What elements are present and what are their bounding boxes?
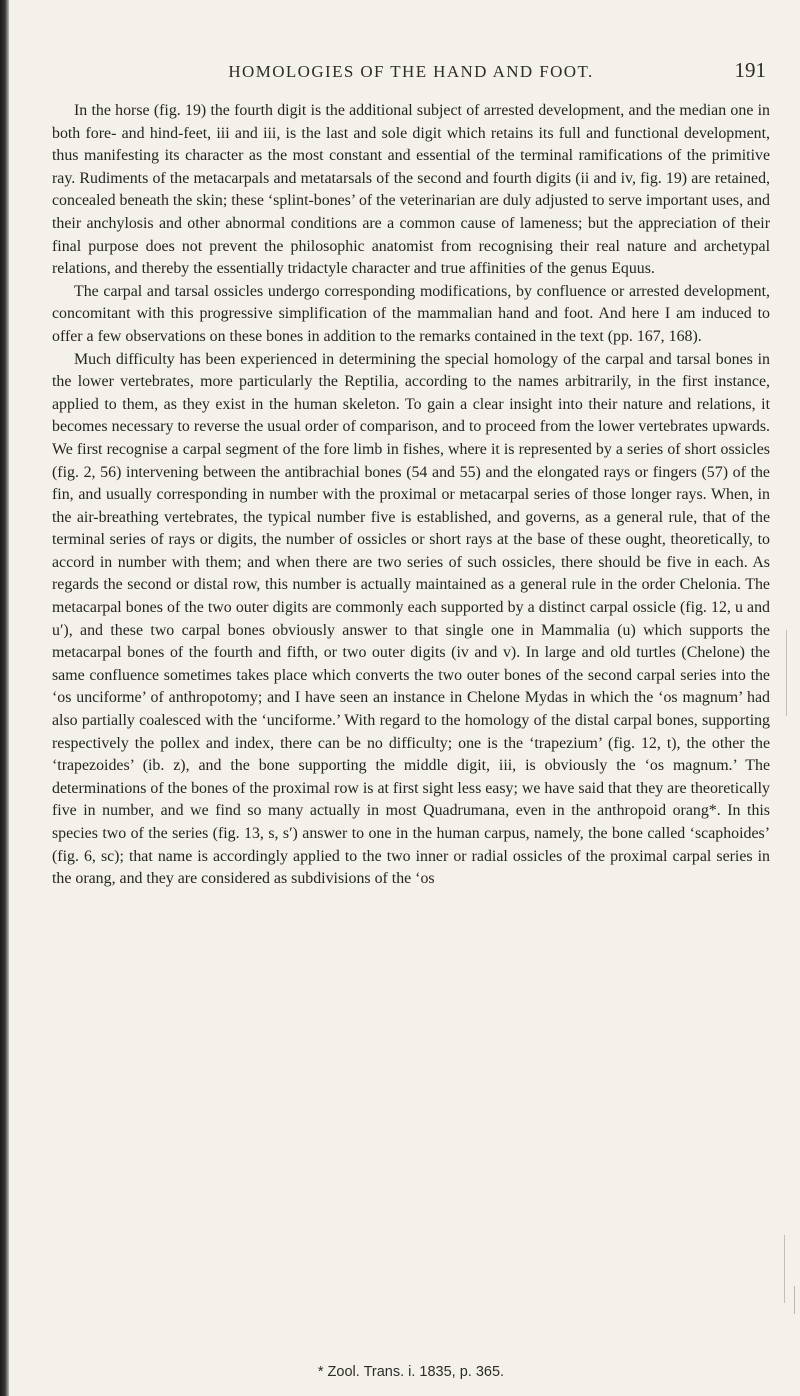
paragraph-homology: Much difficulty has been experienced in determining the special homology of the carpal and tarsal bones in the lower vertebrates, more particularly the Reptilia, according to the names arbitrarily, in the first instance, applied to them, as they exist in the human skeleton. To gain a clear insight into their nature and relations, it becomes necessary to reverse the usual order of comparison, and to proceed from the lower vertebrates upwards. We first recognise a carpal segment of the fore limb in fishes, where it is represented by a series of short ossicles (fig. 2, 56) intervening between the antibrachial bones (54 and 55) and the elongated rays or fingers (57) of the fin, and usually corresponding in number with the proximal or metacarpal series of those longer rays. When, in the air-breathing vertebrates, the typical number five is established, and governs, as a general rule, that of the terminal series of rays or digits, the number of ossicles or short rays at the base of these ought, theoretically, to accord in number with them; and when there are two series of such ossicles, there should be five in each. As regards the second or distal row, this number is actually maintained as a general rule in the order Chelonia. The metacarpal bones of the two outer digits are commonly each supported by a distinct carpal ossicle (fig. 12, u and u′), and these two carpal bones obviously answer to that single one in Mammalia (u) which supports the metacarpal bones of the fourth and fifth, or two outer digits (iv and v). In large and old turtles (Chelone) the same confluence sometimes takes place which converts the two outer bones of the second carpal series into the ‘os unciforme’ of anthropotomy; and I have seen an instance in Chelone Mydas in which the ‘os magnum’ had also partially coalesced with the ‘unciforme.’ With regard to the homology of the distal carpal bones, supporting respectively the pollex and index, there can be no difficulty; one is the ‘trapezium’ (fig. 12, t), the other the ‘trapezoides’ (ib. z), and the bone supporting the middle digit, iii, is obviously the ‘os magnum.’ The determinations of the bones of the proximal row is at first sight less easy; we have said that they are theoretically five in number, and we find so many actually in most Quadrumana, even in the anthropoid orang*. In this species two of the series (fig. 13, s, s′) answer to one in the human carpus, namely, the bone called ‘scaphoides’ (fig. 6, sc); that name is accordingly applied to the two inner or radial ossicles of the proximal carpal series in the orang, and they are considered as subdivisions of the ‘os <box>52 350 770 888</box>
book-page <box>52 0 770 1396</box>
book-binding-edge <box>0 0 9 1396</box>
margin-pencil-mark <box>780 630 787 716</box>
footnote: * Zool. Trans. i. 1835, p. 365. <box>317 1364 505 1380</box>
running-head <box>52 58 770 92</box>
paragraph-carpal-tarsal: The carpal and tarsal ossicles undergo corresponding modifications, by confluence or arrested development, concomitant with this progressive simplification of the mammalian hand and foot. And here I am induced to offer a few observations on these bones in addition to the remarks contained in the text (pp. 167, 168). <box>52 282 770 345</box>
running-title: HOMOLOGIES OF THE HAND AND FOOT. <box>228 62 594 81</box>
page-number: 191 <box>734 58 766 82</box>
margin-pencil-mark <box>784 1286 795 1314</box>
body-text <box>52 100 770 891</box>
paragraph-horse-digits: In the horse (fig. 19) the fourth digit is the additional subject of arrested development, and the median one in both fore- and hind-feet, iii and iii, is the last and sole digit which retains its full and functional development, thus manifesting its character as the most constant and essential of the terminal ramifications of the primitive ray. Rudiments of the metacarpals and metatarsals of the second and fourth digits (ii and iv, fig. 19) are retained, concealed beneath the skin; these ‘splint-bones’ of the veterinarian are duly adjusted to serve important uses, and their anchylosis and other abnormal conditions are a common cause of lameness; but the appreciation of their final purpose does not prevent the philosophic anatomist from recognising their real nature and archetypal relations, and thereby the essentially tridactyle character and true affinities of the genus Equus. <box>52 102 770 278</box>
